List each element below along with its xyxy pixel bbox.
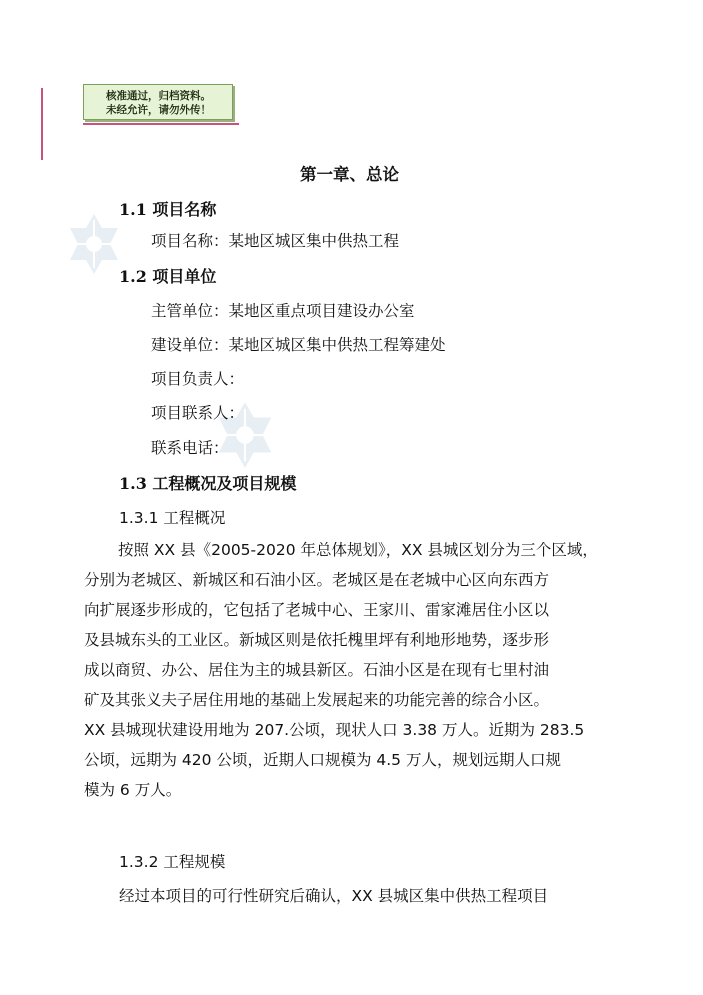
paragraph-line: 矿及其张义夫子居住用地的基础上发展起来的功能完善的综合小区。	[84, 691, 550, 709]
supervising-unit-line: 主管单位：某地区重点项目建设办公室	[151, 302, 415, 320]
section-heading-1-3: 1.3 工程概况及项目规模	[119, 474, 297, 493]
paragraph-line: 按照 XX 县《2005-2020 年总体规划》，XX 县城区划分为三个区域，	[118, 541, 598, 559]
paragraph-line: 成以商贸、办公、居住为主的城县新区。石油小区是在现有七里村油	[84, 661, 550, 679]
chapter-title: 第一章、总论	[300, 165, 399, 184]
paragraph-line: 公顷，远期为 420 公顷，近期人口规模为 4.5 万人，规划远期人口规	[84, 751, 561, 769]
project-overview-paragraph	[84, 535, 640, 805]
stamp-underline	[83, 123, 239, 125]
margin-mark	[41, 88, 43, 160]
approval-stamp	[83, 84, 233, 120]
stamp-line-2: 未经允许，请勿外传！	[106, 104, 211, 116]
paragraph-line: 向扩展逐步形成的，它包括了老城中心、王家川、雷家滩居住小区以	[84, 601, 550, 619]
project-contact-line: 项目联系人：	[151, 404, 245, 422]
snowflake-watermark-icon	[62, 212, 126, 276]
paragraph-line: 及县城东头的工业区。新城区则是依托槐里坪有利地形地势，逐步形	[84, 631, 550, 649]
project-leader-line: 项目负责人：	[151, 370, 245, 388]
section-heading-1-2: 1.2 项目单位	[119, 267, 217, 286]
contact-phone-line: 联系电话：	[151, 439, 229, 457]
project-scale-line: 经过本项目的可行性研究后确认，XX 县城区集中供热工程项目	[119, 887, 549, 905]
paragraph-line: 模为 6 万人。	[84, 781, 182, 799]
subsection-heading-1-3-2: 1.3.2 工程规模	[119, 853, 226, 871]
section-heading-1-1: 1.1 项目名称	[119, 200, 217, 219]
subsection-heading-1-3-1: 1.3.1 工程概况	[119, 509, 226, 527]
stamp-line-1: 核准通过，归档资料。	[106, 90, 211, 102]
paragraph-line: XX 县城现状建设用地为 207.公顷，现状人口 3.38 万人。近期为 283.5	[84, 721, 585, 739]
project-name-line: 项目名称：某地区城区集中供热工程	[151, 232, 400, 250]
paragraph-line: 分别为老城区、新城区和石油小区。老城区是在老城中心区向东西方	[84, 571, 550, 589]
construction-unit-line: 建设单位：某地区城区集中供热工程筹建处	[151, 336, 446, 354]
